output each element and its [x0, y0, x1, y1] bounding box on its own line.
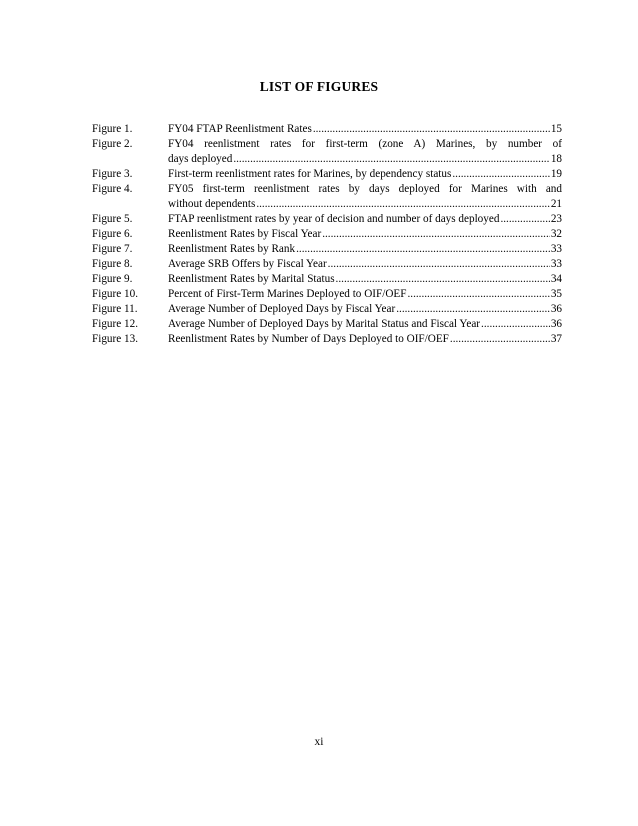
figure-caption: FTAP reenlistment rates by year of decision and number of days deployed: [168, 213, 500, 225]
figure-caption-leader-line: [168, 197, 562, 212]
figure-entry[interactable]: [92, 182, 562, 212]
figure-caption: Reenlistment Rates by Marital Status: [168, 273, 335, 285]
figure-caption-block: [168, 242, 562, 257]
dot-leader: [296, 242, 550, 257]
figure-number: Figure 3.: [92, 168, 133, 180]
figure-number: Figure 13.: [92, 333, 138, 345]
figure-caption: Reenlistment Rates by Number of Days Deployed to OIF/OEF: [168, 333, 449, 345]
figure-page-number: 15: [550, 123, 562, 135]
figure-page-number: 36: [550, 318, 562, 330]
figure-entry[interactable]: [92, 242, 562, 257]
figure-page-number: 35: [550, 288, 562, 300]
figure-caption-leader-line: [168, 122, 562, 137]
figure-page-number: 34: [550, 273, 562, 285]
figure-caption-block: [168, 212, 562, 227]
figure-number: Figure 9.: [92, 273, 133, 285]
figure-caption: First-term reenlistment rates for Marines, by dependency status: [168, 168, 452, 180]
figure-caption: Reenlistment Rates by Rank: [168, 243, 296, 255]
figure-caption-block: [168, 137, 562, 167]
figure-number: Figure 4.: [92, 183, 133, 195]
figure-entry[interactable]: [92, 257, 562, 272]
figure-caption-block: [168, 332, 562, 347]
figure-page-number: 19: [550, 168, 562, 180]
figure-page-number: 23: [550, 213, 562, 225]
figure-caption: without dependents: [168, 198, 256, 210]
figure-caption-block: [168, 257, 562, 272]
figure-caption-block: [168, 317, 562, 332]
figure-caption-block: [168, 182, 562, 212]
figure-entry[interactable]: [92, 287, 562, 302]
figure-number: Figure 7.: [92, 243, 133, 255]
dot-leader: [336, 272, 550, 287]
figure-page-number: 37: [550, 333, 562, 345]
figure-page-number: 21: [550, 198, 562, 210]
dot-leader: [500, 212, 549, 227]
figure-number: Figure 6.: [92, 228, 133, 240]
figure-number: Figure 12.: [92, 318, 138, 330]
figure-caption-block: [168, 272, 562, 287]
figure-caption-block: [168, 227, 562, 242]
figure-number: Figure 10.: [92, 288, 138, 300]
figure-caption-block: [168, 167, 562, 182]
figure-caption: days deployed: [168, 153, 233, 165]
figure-entry[interactable]: [92, 167, 562, 182]
figure-caption-leader-line: [168, 167, 562, 182]
dot-leader: [450, 332, 550, 347]
dot-leader: [322, 227, 550, 242]
figure-entry[interactable]: [92, 302, 562, 317]
figure-caption-block: [168, 122, 562, 137]
figure-caption-block: [168, 287, 562, 302]
figure-caption-line: FY05 first-term reenlistment rates by days deployed for Marines with and: [168, 183, 562, 195]
figure-caption-leader-line: [168, 302, 562, 317]
figure-caption: Average SRB Offers by Fiscal Year: [168, 258, 327, 270]
figure-number: Figure 2.: [92, 138, 133, 150]
figure-caption: Average Number of Deployed Days by Fiscal Year: [168, 303, 396, 315]
dot-leader: [233, 152, 550, 167]
figure-caption-leader-line: [168, 242, 562, 257]
figure-caption-leader-line: [168, 257, 562, 272]
figure-caption-leader-line: [168, 287, 562, 302]
figure-page-number: 33: [550, 243, 562, 255]
figure-caption-leader-line: [168, 317, 562, 332]
figure-page-number: 33: [550, 258, 562, 270]
figure-caption: FY04 FTAP Reenlistment Rates: [168, 123, 312, 135]
figure-caption-leader-line: [168, 152, 562, 167]
figure-caption: Reenlistment Rates by Fiscal Year: [168, 228, 322, 240]
dot-leader: [328, 257, 550, 272]
figure-number: Figure 5.: [92, 213, 133, 225]
figure-page-number: 18: [550, 153, 562, 165]
figure-caption: Percent of First-Term Marines Deployed to OIF/OEF: [168, 288, 407, 300]
dot-leader: [396, 302, 550, 317]
figure-number: Figure 11.: [92, 303, 138, 315]
figure-entry[interactable]: [92, 272, 562, 287]
figure-entry[interactable]: [92, 227, 562, 242]
figure-list: [92, 122, 562, 347]
figure-entry[interactable]: [92, 317, 562, 332]
figure-caption: Average Number of Deployed Days by Marital Status and Fiscal Year: [168, 318, 481, 330]
figure-page-number: 36: [550, 303, 562, 315]
figure-caption-leader-line: [168, 212, 562, 227]
figure-caption-leader-line: [168, 332, 562, 347]
dot-leader: [452, 167, 549, 182]
figure-caption-leader-line: [168, 272, 562, 287]
dot-leader: [481, 317, 550, 332]
figure-caption-leader-line: [168, 227, 562, 242]
figure-entry[interactable]: [92, 122, 562, 137]
figure-entry[interactable]: [92, 332, 562, 347]
figure-number: Figure 1.: [92, 123, 133, 135]
figure-caption-block: [168, 302, 562, 317]
page-title: LIST OF FIGURES: [259, 79, 379, 94]
dot-leader: [256, 197, 550, 212]
dot-leader: [407, 287, 549, 302]
page-number: xi: [314, 736, 324, 748]
figure-number: Figure 8.: [92, 258, 133, 270]
figure-entry[interactable]: [92, 212, 562, 227]
dot-leader: [313, 122, 550, 137]
figure-caption-line: FY04 reenlistment rates for first-term (zone A) Marines, by number of: [168, 138, 562, 150]
figure-entry[interactable]: [92, 137, 562, 167]
figure-page-number: 32: [550, 228, 562, 240]
